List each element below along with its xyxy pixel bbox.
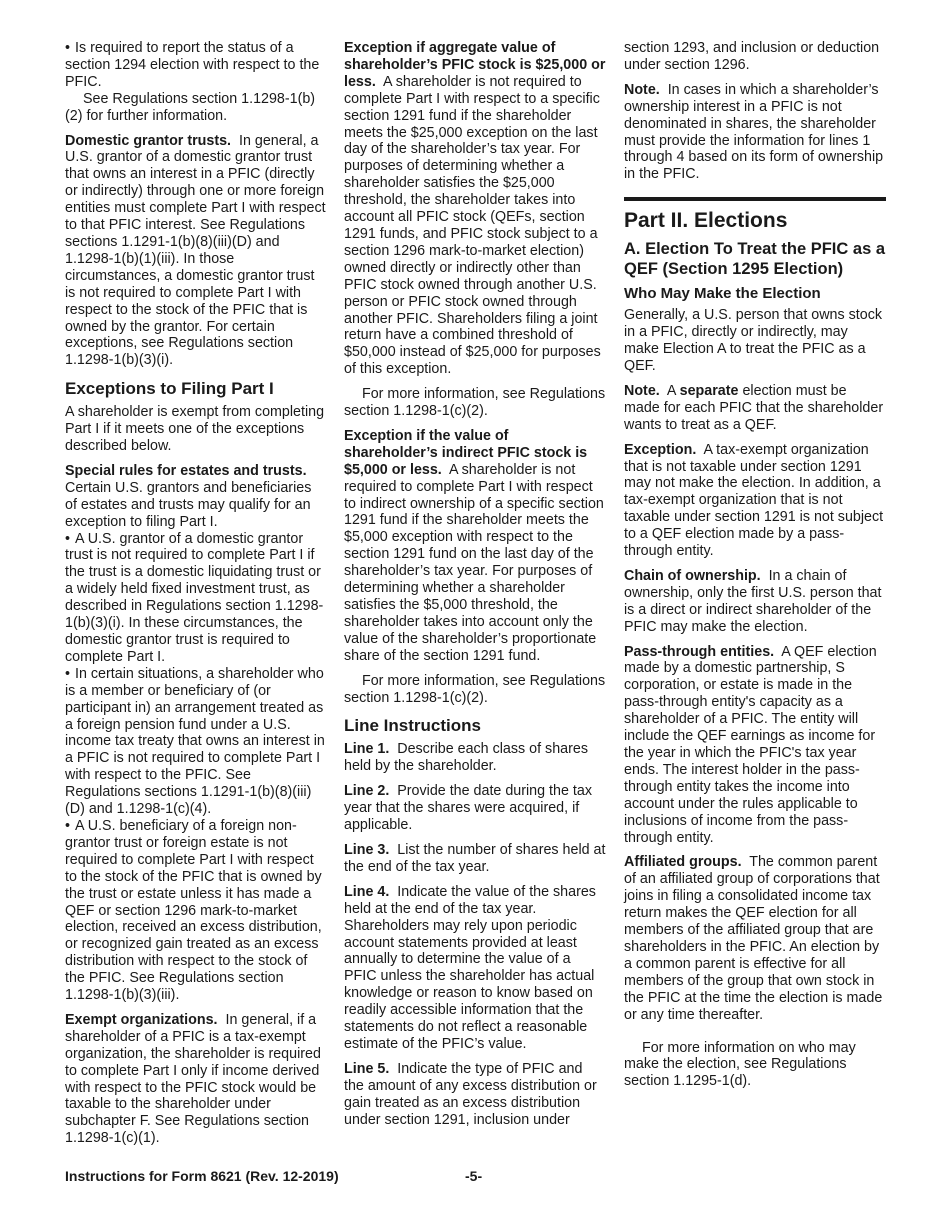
line-2-paragraph xyxy=(344,783,606,834)
indirect-exception-text: A shareholder is not required to complete Part I with respect to indirect ownership of a specific section 1291 fund if the shareholder meets the $5,000 exception with respect to the section 1291 fund on the last day of the shareholder’s tax year. For purposes of determining whether a shareholder satisfies the $5,000 threshold, the shareholder takes into account only the value of the shareholder’s proportionate share of the section 1291 fund. xyxy=(344,461,604,664)
exceptions-intro: A shareholder is exempt from completing Part I if it meets one of the exceptions described below. xyxy=(65,404,325,455)
line-5-paragraph xyxy=(344,1061,606,1129)
affiliated-groups-paragraph xyxy=(624,854,886,1023)
aggregate-exception-heading: Exception if aggregate value of shareholder’s PFIC stock is $25,000 or less. xyxy=(344,40,606,90)
indirect-more-info: For more information, see Regulations section 1.1298-1(c)(2). xyxy=(344,672,606,706)
line-instructions-heading: Line Instructions xyxy=(344,716,481,736)
line-4-label: Line 4. xyxy=(344,883,390,900)
line-2-text: Provide the date during the tax year that the shares were acquired, if applicable. xyxy=(344,783,592,834)
exception-tax-exempt-text: A tax-exempt organization that is not taxable under section 1291 may not make the election. In addition, a tax-exempt organization that is not taxable under section 1291 is not subject to a QEF election made by a pass-through entity. xyxy=(624,441,884,560)
note-ownership-paragraph xyxy=(624,82,886,183)
column-1 xyxy=(65,40,327,1147)
chain-ownership-paragraph xyxy=(624,568,886,636)
bullet-foreign-trust: • A U.S. beneficiary of a foreign non-grantor trust or foreign estate is not required to complete Part I with respect to the stock of the PFIC that is owned by the trust or estate unless it has made a QEF or section 1296 mark-to-market election, received an excess distribution, or recognized gain treated as an excess distribution with respect to the stock of the PFIC. See Regulations section 1.1298-1(b)(3)(iii). xyxy=(65,818,327,1004)
line-5-label: Line 5. xyxy=(344,1060,390,1077)
line-3-label: Line 3. xyxy=(344,841,390,858)
footer-page-number: -5- xyxy=(465,1168,483,1184)
domestic-grantor-trusts-paragraph xyxy=(65,133,327,370)
exceptions-heading: Exceptions to Filing Part I xyxy=(65,379,274,399)
line-1-label: Line 1. xyxy=(344,741,390,758)
line-5-text: Indicate the type of PFIC and the amount of any excess distribution or gain treated as an excess distribution under section 1291, inclusion under xyxy=(344,1060,597,1128)
part-2-heading: Part II. Elections xyxy=(624,197,886,233)
more-info-election: For more information on who may make the election, see Regulations section 1.1295-1(d). xyxy=(624,1039,856,1090)
exempt-organizations-heading: Exempt organizations. xyxy=(65,1011,218,1028)
see-regulations-1298-b2: See Regulations section 1.1298-1(b)(2) for further information. xyxy=(65,90,316,124)
estates-trusts-heading: Special rules for estates and trusts. xyxy=(65,462,307,479)
aggregate-exception-text: A shareholder is not required to complete Part I with respect to a specific section 1291 fund if the shareholder meets the $25,000 exception on the last day of the shareholder’s tax year. For purposes of determining whether a shareholder satisfies the $25,000 threshold, the shareholder takes into account all PFIC stock (QEFs, section 1291 funds, and PFIC stock subject to a section 1296 mark-to-market election) owned directly or indirectly other than PFIC stock owned through another U.S. person or PFIC stock owned through another PFIC. Shareholders filing a joint return have a combined threshold of $50,000 instead of $25,000 for purposes of this exception. xyxy=(344,73,601,378)
footer-form-title: Instructions for Form 8621 (Rev. 12-2019) xyxy=(65,1168,339,1184)
indirect-exception-paragraph xyxy=(344,428,606,665)
pass-through-text: A QEF election made by a domestic partnership, S corporation, or estate is made in the pass-through entity's capacity as a shareholder of a PFIC. The entity will include the QEF earnings as income for the year in which the PFIC's tax year ends. The interest holder in the pass-through entity takes the income into account under the rules applicable to inclusions of income from the pass-through entity. xyxy=(624,643,877,846)
estates-trusts-paragraph xyxy=(65,463,327,531)
note-ownership-label: Note. xyxy=(624,81,660,98)
note-separate-text: election must be made for each PFIC that the shareholder wants to treat as a QEF. xyxy=(624,382,884,433)
estates-trusts-text: Certain U.S. grantors and beneficiaries of estates and trusts may qualify for an exception to filing Part I. xyxy=(65,479,312,530)
line-5-continuation: section 1293, and inclusion or deduction under section 1296. xyxy=(624,40,880,73)
who-may-make-text: Generally, a U.S. person that owns stock in a PFIC, directly or indirectly, may make Election A to treat the PFIC as a QEF. xyxy=(624,307,882,374)
aggregate-more-info: For more information, see Regulations section 1.1298-1(c)(2). xyxy=(344,386,606,420)
bullet-grantor-trust: • A U.S. grantor of a domestic grantor trust is not required to complete Part I if the trust is a domestic liquidating trust or a widely held fixed investment trust, as described in Regulations section 1.1298-1(b)(3)(i). In these circumstances, the domestic grantor trust is required to complete Part I. xyxy=(65,531,327,666)
note-separate-emphasis: separate xyxy=(679,382,739,399)
aggregate-exception-paragraph xyxy=(344,40,606,378)
pass-through-label: Pass-through entities. xyxy=(624,643,775,660)
bullet-pension-fund: • In certain situations, a shareholder who is a member or beneficiary of (or participant in) an arrangement treated as a foreign pension fund under a U.S. income tax treaty that owns an interest in a PFIC is not required to complete Part I with respect to the PFIC. See Regulations sections 1.1291-1(b)(8)(iii)(D) and 1.1298-1(c)(4). xyxy=(65,666,327,818)
line-3-paragraph xyxy=(344,842,606,876)
line-2-label: Line 2. xyxy=(344,783,390,800)
line-1-text: Describe each class of shares held by the shareholder. xyxy=(344,741,588,775)
line-4-text: Indicate the value of the shares held at the end of the tax year. Shareholders may rely upon periodic account statements provided at least annually to determine the value of a PFIC unless the shareholder has actual knowledge or reason to know based on readily accessible information that the statements do not reflect a reasonable estimate of the PFIC’s value. xyxy=(344,883,596,1052)
line-1-paragraph xyxy=(344,741,606,775)
chain-ownership-label: Chain of ownership. xyxy=(624,567,761,584)
bullet-1294-status: • Is required to report the status of a section 1294 election with respect to the PFIC. xyxy=(65,40,327,91)
domestic-grantor-trusts-heading: Domestic grantor trusts. xyxy=(65,132,232,149)
election-a-heading: A. Election To Treat the PFIC as a QEF (Section 1295 Election) xyxy=(624,240,886,279)
exempt-organizations-paragraph xyxy=(65,1012,327,1147)
exception-tax-exempt-paragraph xyxy=(624,442,886,560)
chain-ownership-text: In a chain of ownership, only the first U.S. person that is a direct or indirect shareholder of the PFIC may make the election. xyxy=(624,567,882,635)
line-3-text: List the number of shares held at the end of the tax year. xyxy=(344,841,606,875)
note-separate-pre: A xyxy=(666,382,676,399)
exempt-organizations-text: In general, if a shareholder of a PFIC is a tax-exempt organization, the shareholder is required to complete Part I only if income derived with respect to the PFIC stock would be taxable to the shareholder under subchapter F. See Regulations section 1.1298-1(c)(1). xyxy=(65,1011,321,1147)
note-separate-paragraph xyxy=(624,383,886,434)
line-4-paragraph xyxy=(344,884,606,1053)
exception-tax-exempt-label: Exception. xyxy=(624,441,697,458)
who-may-make-heading: Who May Make the Election xyxy=(624,285,821,303)
column-3 xyxy=(624,40,886,1090)
column-2 xyxy=(344,40,606,1128)
affiliated-groups-label: Affiliated groups. xyxy=(624,854,742,871)
indirect-exception-heading: Exception if the value of shareholder’s indirect PFIC stock is $5,000 or less. xyxy=(344,427,588,478)
pass-through-paragraph xyxy=(624,644,886,847)
note-separate-label: Note. xyxy=(624,382,660,399)
note-ownership-text: In cases in which a shareholder’s ownership interest in a PFIC is not denominated in shares, the shareholder must provide the information for lines 1 through 4 based on its form of ownership in the PFIC. xyxy=(624,81,884,183)
domestic-grantor-trusts-text: In general, a U.S. grantor of a domestic grantor trust that owns an interest in a PFIC (directly or indirectly) through one or more foreign entities must complete Part I with respect to that PFIC interest. See Regulations sections 1.1291-1(b)(8)(iii)(D) and 1.1298-1(b)(1)(iii). In those circumstances, a domestic grantor trust is not required to complete Part I with respect to the stock of the PFIC that is owned by the grantor. For certain exceptions, see Regulations section 1.1298-1(b)(3)(i). xyxy=(65,132,326,369)
affiliated-groups-text: The common parent of an affiliated group of corporations that joins in filing a consolidated income tax return makes the QEF election for all members of the affiliated group that are shareholders in the PFIC. An election by a common parent is effective for all members of the group that own stock in the PFIC at the time the election is made or any time thereafter. xyxy=(624,854,883,1023)
